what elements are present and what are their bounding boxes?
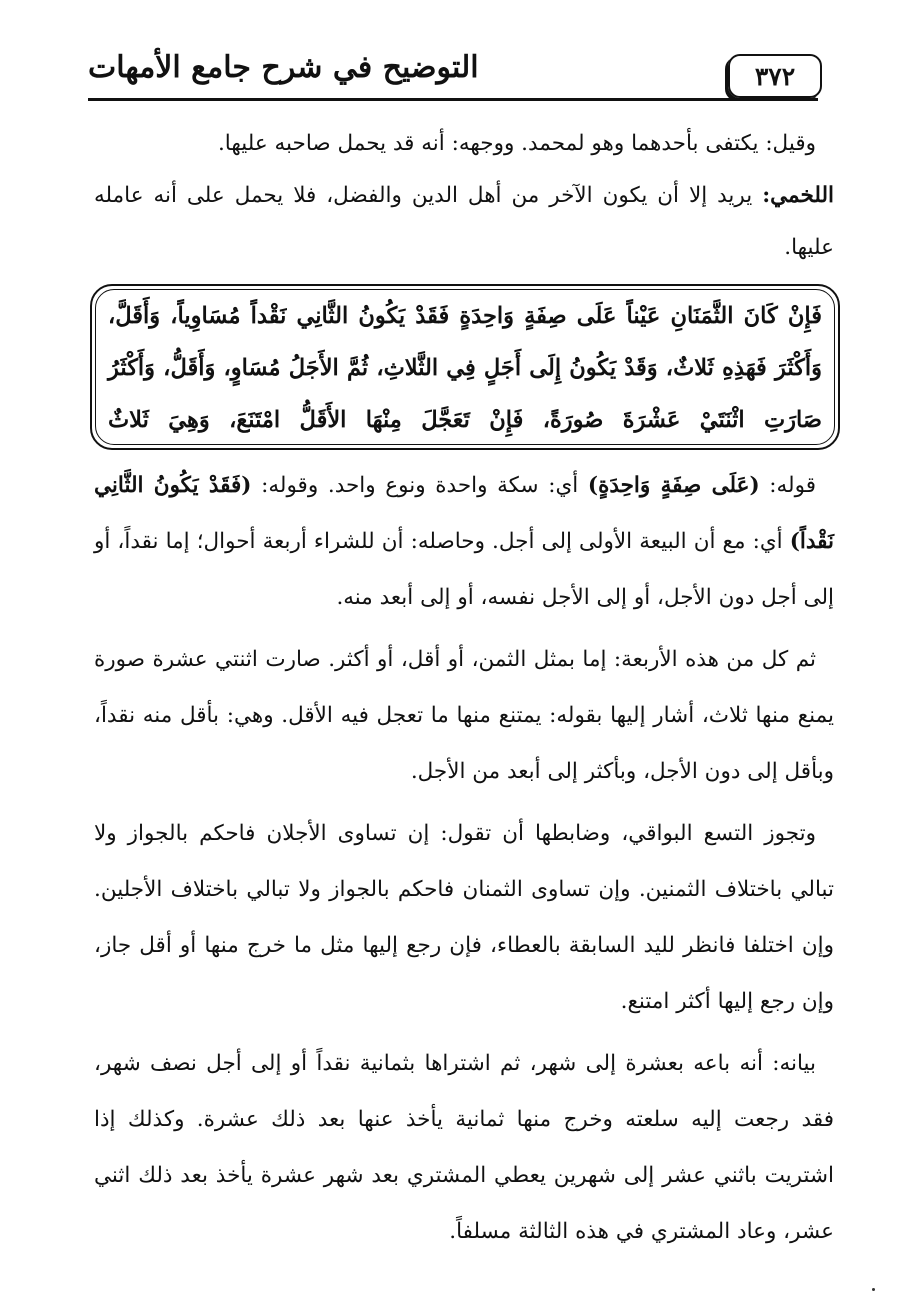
qawluh-intro: قوله: [759,473,816,498]
page-number: ٣٧٢ [728,54,822,98]
qawluh-rest: أي: مع أن البيعة الأولى إلى أجل. وحاصله: أن للشراء أربعة أحوال؛ إما نقداً، أو إلى أجل دون الأجل، أو إلى الأجل نفسه، أو إلى أبعد منه. [94,529,834,610]
paragraph-lakhmi [94,170,834,274]
quote-faqad-yakun: (فَقَدْ يَكُونُ الثَّانِي نَقْداً) [94,473,834,554]
qawluh-middle: أي: سكة واحدة ونوع واحد. وقوله: [251,473,588,498]
running-title: التوضيح في شرح جامع الأمهات [88,50,479,85]
matn-text: فَإِنْ كَانَ الثَّمَنَانِ عَيْناً عَلَى صِفَةٍ وَاحِدَةٍ فَقَدْ يَكُونُ الثَّانِي نَقْداً مُسَاوِياً، وَأَقَلَّ، وَأَكْثَرَ فَهَذِهِ ثَلاثٌ، وَقَدْ يَكُونُ إِلَى أَجَلٍ فِي الثَّلاثِ، ثُمَّ الأَجَلُ مُسَاوٍ، وَأَقَلُّ، وَأَكْثَرُ صَارَتِ اثْنَتَيْ عَشْرَةَ صُورَةً، فَإِنْ تَعَجَّلَ مِنْهَا الأَقَلُّ امْتَنَعَ، وَهِيَ ثَلاثٌ [108,303,822,433]
paragraph-explanation: بيانه: أنه باعه بعشرة إلى شهر، ثم اشتراها بثمانية نقداً أو إلى أجل نصف شهر، فقد رجعت إليه سلعته وخرج منها ثمانية يأخذ عنها بعد ذلك عشرة. وكذلك إذا اشتريت باثني عشر إلى شهرين يعطي المشتري بعد شهر عشرة يأخذ بعد ذلك اثني عشر، وعاد المشتري في هذه الثالثة مسلفاً. [94,1051,834,1244]
scan-speck [872,1288,875,1291]
paragraph-nine-remaining: وتجوز التسع البواقي، وضابطها أن تقول: إن تساوى الأجلان فاحكم بالجواز ولا تبالي باختلاف الثمنين. وإن تساوى الثمنان فاحكم بالجواز ولا تبالي باختلاف الأجلين. وإن اختلفا فانظر لليد السابقة بالعطاء، فإن رجع إليها مثل ما خرج منها أو أقل جاز، وإن رجع إليها أكثر امتنع. [94,821,834,1014]
lakhmi-label: اللخمي: [762,183,834,208]
lakhmi-text: يريد إلا أن يكون الآخر من أهل الدين والفضل، فلا يحمل على أنه عامله عليها. [94,183,834,260]
page-header [88,48,820,100]
quote-ala-sifa: (عَلَى صِفَةٍ وَاحِدَةٍ) [587,473,760,498]
paragraph-qila: وقيل: يكتفى بأحدهما وهو لمحمد. ووجهه: أنه قد يحمل صاحبه عليها. [217,131,816,156]
page-body [94,118,834,1260]
paragraph-twelve-forms: ثم كل من هذه الأربعة: إما بمثل الثمن، أو أقل، أو أكثر. صارت اثنتي عشرة صورة يمنع منها ثلاث، أشار إليها بقوله: يمتنع منها ما تعجل فيه الأقل. وهي: بأقل منه نقداً، وبأقل إلى دون الأجل، وبأكثر إلى أبعد من الأجل. [94,647,834,784]
header-divider [88,98,818,101]
matn-frame [90,284,840,450]
paragraph-commentary-qawluh [94,458,834,626]
